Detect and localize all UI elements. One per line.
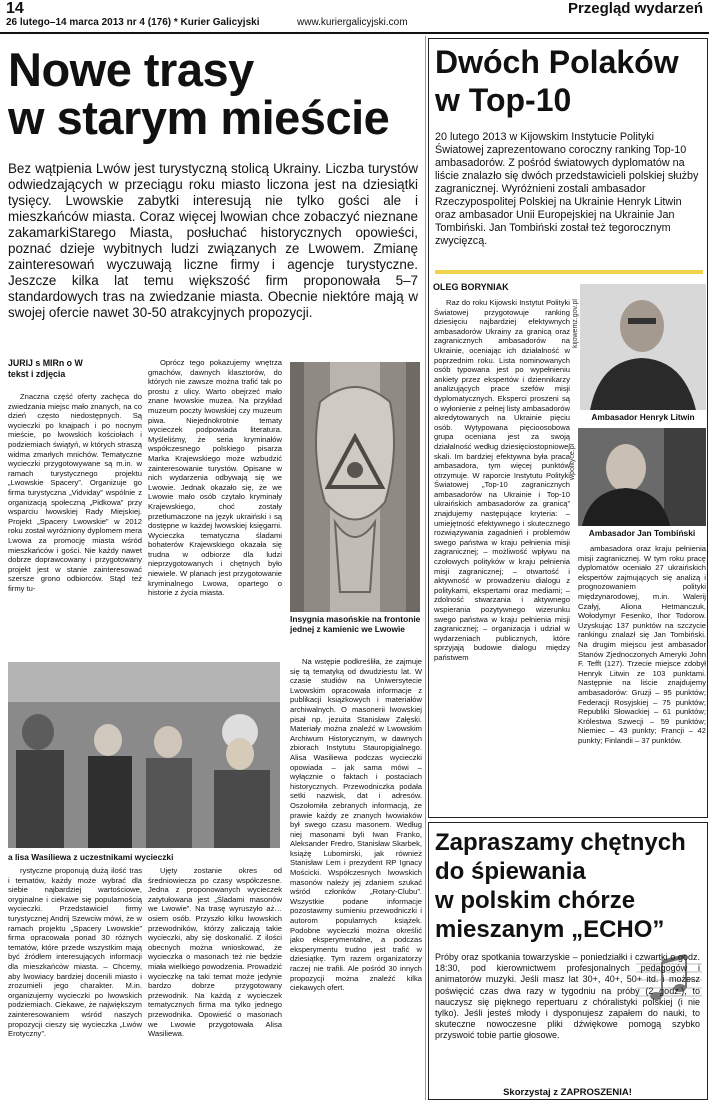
litwin-caption: Ambasador Henryk Litwin <box>591 412 695 422</box>
left-col3-text: Na wstępie podkreśliła, że zajmuje się tą tematyką od dwudziestu lat. W czasie studiów na Uniwersytecie Lwowskim opracowała informacje z publikacji książkowych i materiałów archiwalnych. O masonerii lwowskiej pisał np. jezuita Stanisław Załęski. Materiały można znaleźć w Lwowskim Archiwum Historycznym, w dawnych zbiorach Instytutu Stauropigialnego. Alisa Wasiliewa podczas wycieczki opowiada – jak sama mówi – wyłącznie o faktach i postaciach historycznych. Przewodniczka podała setki nazwisk, dat i adresów. Oszołomiła zebranych informacją, że prawie każdy ze znanych lwowiaków był swego czasu masonem. Według niej masonami byli Iwan Franko, Aleksander Fredro, Stanisław Skarbek, książę Lubomirski, jak również Stanisław Lem i prezydent RP Ignacy Mościcki. Współczesnych lwowskich masonów należy jej zdaniem szukać wśród członków „Rotary-Clubu”. Wszystkie podane informacje pozostawmy sumieniu przewodniczki i autorom popularnych książek. Podobne wycieczki można określić jako eksperymentalne, a podczas eksperymentu trudno jest trafić w dziesiątkę. Tym razem organizatorzy raczej nie trafili. Ale pośród 30 innych propozycji można znaleźć kilka ciekawych ofert. <box>290 657 422 993</box>
portrait-tombinski-illustration <box>578 428 706 526</box>
tombinski-caption: Ambasador Jan Tombiński <box>588 528 696 538</box>
portrait-litwin-illustration <box>580 284 706 410</box>
group-photo-caption: a lisa Wasiliewa z uczestnikami wycieczki <box>8 852 174 862</box>
tombinski-photo-credit: wpolityce.pl <box>569 443 576 480</box>
left-title-line2: w starym mieście <box>8 91 390 144</box>
column-divider <box>425 36 426 1100</box>
choir-title-line4: mieszanym „ECHO” <box>435 916 665 943</box>
right-article-byline: OLEG BORYNIAK <box>433 282 509 292</box>
henryk-litwin-photo <box>580 284 706 410</box>
choir-article-title <box>435 828 705 944</box>
byline-author: JURIJ s MIRn o W <box>8 358 83 368</box>
left-col5-text: Ujęty zostanie okres od średniowiecza po czasy współczesne. Jedna z proponowanych wycieczek zatytułowana jest „Śladami masonów we Lwowie”. Na trasę wyruszyło aż… osiem osób. Przyszło kilku lwowskich przewodników, którzy zaliczają takie wycieczki, aby się doskonalić. Z ilości obecnych można wnioskować, że wycieczka o masonach też nie będzie miała wielkiego powodzenia. Prowadzić wycieczkę na taki temat może jedynie bardzo dobrze przygotowany przewodnik. Na każdą z wycieczek tematycznych firma ma tylko jednego przewodnika. Opowieść o masonach we Lwowie przygotowała Alisa Wasiliewa. <box>148 866 282 1039</box>
right-col1-text: Raz do roku Kijowski Instytut Polityki Światowej przygotowuje ranking dziesięciu najbardziej efektywnych ambasadorów Ukrainy za granicą oraz zagranicznych ambasadorów na Ukrainie, oceniając ich działalność w poprzednim roku. Lista nominowanych osób typowana jest po wypełnieniu ankiety przez ekspertów i dziennikarzy analizujących prace szefów misji dyplomatycznych. Eksperci proszeni są o wyłonienie z pełnej listy ambasadorów akredytowanych na Ukrainie pięciu osób. Wytypowana pięcioosobowa grupa oceniana jest za swoją działalność według dziesięciostopniowej skali. Im bardziej efektywna była praca ambasadora, tym więcej punktów otrzymuje. W raporcie Instytutu Polityki Światowej „Top-10 zagranicznych ambasadorów na Ukrainie i Top-10 ukraińskich ambasadorów za granicą” znajdujemy następujące kryteria: – umiejętność efektywnego i skutecznego rozwiązywania zagadnień i problemów swego państwa w kraju pełnienia misji zagranicznej; – możliwość wpływu na czołowych polityków w kraju pełnienia misji zagranicznej; – otwartość i aktywność w prowadzeniu dialogu z politykami, ekspertami oraz mediami; – zdolność stwarzania i aktywnego wspierania pozytywnego wizerunku swego państwa w kraju pełnienia misji zagranicznej; – organizacja i udział w wydarzeniach publicznych, które sprzyjają budowie dialogu między państwem <box>434 298 570 662</box>
tour-group-illustration <box>8 662 280 848</box>
left-article-lead: Bez wątpienia Lwów jest turystyczną stolicą Ukrainy. Liczba turystów odwiedzających w przeciągu roku miasto liczona jest na dziesiątki tysięcy. Lwowskie zabytki interesują nie tylko gości ale i mieszkańców miasta. Coraz więcej lwowian chce zobaczyć nieznane zakamarkiStarego Miasta, posłuchać historycznych opowieści, poznać dzieje wybitnych ludzi związanych ze Lwowem. Zmianę zainteresowań wyczuwają liczne firmy i agencje turystyczne. Jeszcze kilka lat temu większość firm proponowała 5–7 standardowych tras na zwiedzanie miasta. Obecnie niektóre mają w swojej ofercie nawet 30-50 atrakcyjnych propozycji. <box>8 161 418 320</box>
left-title-line1: Nowe trasy <box>8 43 254 96</box>
masonic-insignia-illustration <box>290 362 420 612</box>
jan-tombinski-photo <box>578 428 706 526</box>
issue-info: 26 lutego–14 marca 2013 nr 4 (176) * Kurier Galicyjski <box>6 17 260 28</box>
choir-article-body: Próby oraz spotkania towarzyskie – poniedziałki i czwartki o godz. 18:30, pod kierownictwem profesjonalnych pedagogów i animatorów muzyki. Jeśli masz lat 30+, 40+, 50+ itd. i możesz poświęcić czas dwa razy w tygodniu na próby (2 godz.), to nauczysz się pięknego repertuaru z chóralistyki polskiej (i nie tylko). Jeśli jesteś młody i dysponujesz zapałem do nauki, to skuteczne nowoczesne pliki dźwiękowe pomogą szybko przyswoić tobie partie głosowe. <box>435 952 700 1041</box>
left-col1-text: Znaczna część oferty zachęca do zwiedzania miejsc mało znanych, na co dzień często niedostępnych. Są wycieczki po knajpach i po nocnym mieście, po lwowskich kościołach i podziemiach świątyń, w których straszą widma zmarłych mnichów. Tematyczne wycieczki przygotowywane są m.in. w ramach turystycznego projektu „Lwowskie Spacery”. Organizuje go firma turystyczna „Vidviday” wspólnie z organizacją społeczną „Pidkowa” przy wsparciu lwowskiej Rady Miejskiej. Projekt „Spacery Lwowskie” w 2012 roku został wyróżniony dyplomem mera Lwowa za promocję miasta wśród mieszkańców i gości. Nie każdy nawet dobrze doprawcowany i przygotowany projekt jest w stanie zainteresować szersze grono odbiorców. Stąd też firmy tu- <box>8 392 142 593</box>
left-article-title <box>8 43 418 144</box>
choir-title-line2: do śpiewania <box>435 858 586 885</box>
left-article-byline <box>8 358 138 380</box>
left-col4-text: rystyczne proponują dużą ilość tras i tematów, każdy może wybrać dla siebie najbardziej wartościowe, oryginalne i ciekawe się popularnością wycieczki. Przedstawiciel firmy turystycznej Andrij Szewciw mówi, że w ramach projektu „Spacery Lwowskie” firma opracowała ponad 30 różnych tematów, które przede wszystkim mają być źródłem interesujących informacji dla mieszkańców miasta. – Chcemy, aby lwowiacy bardziej docenili miasto i zrozumieli jego charakter. M.in. organizujemy wycieczki po lwowskich podziemiach. Ciekawe, że największym zainteresowaniem wśród naszych propozycji cieszy się wycieczka „Lwów Erotyczny”. <box>8 866 142 1039</box>
right-title-line1: Dwóch Polaków <box>435 44 679 80</box>
byline-role: tekst i zdjęcia <box>8 369 66 379</box>
accent-rule <box>435 270 703 274</box>
right-col2-text: ambasadora oraz kraju pełnienia misji zagranicznej. W tym roku pracę dyplomatów oceniało 27 ukraińskich ekspertów zajmujących się analizą i prognozowaniem polityki międzynarodowej, m.in. Walerij Czałyj, Aliona Hetmanczuk, Wołodymyr Fesenko, Ihor Todorow. Uzyskując 137 punktów na szczycie rankingu znalazł się Jan Tombiński. Na drugim miejscu jest ambasador Stanów Zjednoczonych Ameryki John F. Tefft (127). Trzecie miejsce zdobył Henryk Litwin ze 103 punktami. Następnie na liście znajdujemy ambasadorów: Gruzji – 95 punktów; Federacji Rosyjskiej – 75 punktów; Republiki Słowackiej – 61 punktów; Królestwa Szwecji – 59 punktów; Niemiec – 43 punkty; Francji – 42 punkty; Finlandii – 37 punktów. <box>578 544 706 745</box>
masonic-insignia-photo <box>290 362 420 612</box>
litwin-photo-credit: kijowemz.gov.pl <box>572 299 579 348</box>
right-title-line2: w Top-10 <box>435 82 572 118</box>
left-col2-text: Oprócz tego pokazujemy wnętrza gmachów, dawnych klasztorów, do których nie zawsze można trafić tak po prostu z ulicy. Warto obejrzeć mało znane lwowskie muzea. Na przykład muzeum poczty lwowskiej czy muzeum piwa. Niejednokrotnie tematy wycieczek podpowiada literatura. Myśleliśmy, że seria kryminałów współczesnego polskiego pisarza Marka Krajewskiego może wzbudzić zainteresowanie turystów. Opisane w nich wydarzenia odbywają się we Lwowie. Jednak okazało się, że we Lwowie mało osób czytało kryminały Krajewskiego, choć zostały przetłumaczone na język ukraiński i są dostępne w każdej lwowskiej księgarni. Wycieczka tematyczna śladami bohaterów Krajewskiego okazała się trudna w odbiorze dla ludzi nieprzygotowanych i chętnych było niewiele. W planach jest przygotowanie kryminalnego Lwowa, opartego o historie z życia miasta. <box>148 358 282 598</box>
choir-title-line3: w polskim chórze <box>435 887 636 914</box>
tour-group-photo <box>8 662 280 848</box>
section-title: Przegląd wydarzeń <box>567 0 703 17</box>
header-rule <box>0 32 709 34</box>
choir-invitation: Skorzystaj z ZAPROSZENIA! <box>503 1087 632 1098</box>
masonic-photo-caption: Insygnia masońskie na frontonie jednej z kamienic we Lwowie <box>290 614 421 634</box>
website-link[interactable]: www.kuriergalicyjski.com <box>297 17 408 28</box>
choir-title-line1: Zapraszamy chętnych <box>435 829 686 856</box>
page-number: 14 <box>6 0 24 17</box>
right-article-title <box>435 43 705 119</box>
right-article-lead: 20 lutego 2013 w Kijowskim Instytucie Polityki Światowej zaprezentowano coroczny ranking Top-10 ambasadorów. Z pośród światowych dyplomatów na liście znalazło się dwóch przedstawicieli polskiej służby zagranicznej. Wyróżnieni zostali ambasador Rzeczypospolitej Polskiej na Ukrainie Henryk Litwin oraz ambasador Unii Europejskiej na Ukrainie Jan Tombiński. Jan Tombiński został też tegorocznym zwycięzcą. <box>435 131 699 247</box>
